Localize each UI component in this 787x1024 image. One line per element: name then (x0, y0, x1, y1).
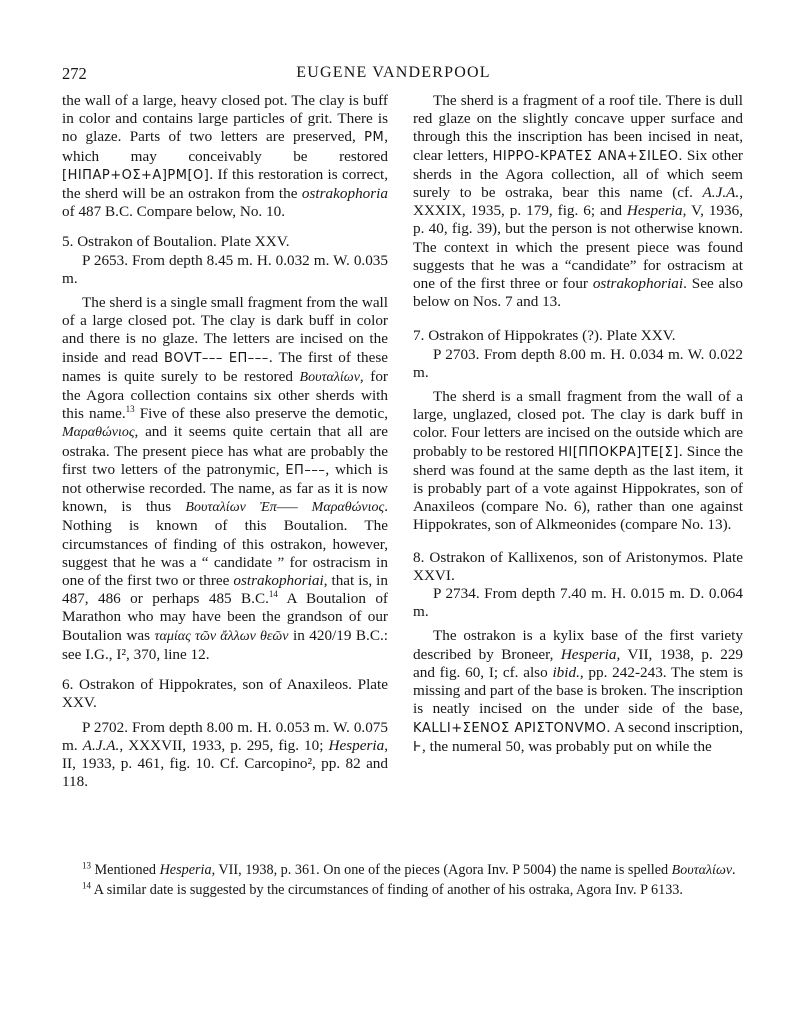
inscription-letters: ΚΑLLΙ+ΣΕΝΟΣ ΑΡΙΣΤΟΝVΜΟ (413, 720, 607, 736)
paragraph: The sherd is a fragment of a roof tile. There is dull red glaze on the slightly concave upper surface and through this the inscription has been incised in neat, clear letters, ΗΙΡΡΟ-ΚΡΑΤΕΣ ΑΝΑ+ΣΙLΕΟ. Six other sherds in the Agora collection, all of which seem surely to be ostraka, bear this name (cf. A.J.A., XXXIX, 1935, p. 179, fig. 6; and Hesperia, V, 1936, p. 40, fig. 39), but the person is not otherwise known. The context in which the present piece was found suggests that he was a “candidate” for ostracism at one of the first three or four ostrakophoriai. See also below on Nos. 7 and 13. (413, 92, 744, 311)
inscription-letters: ΒΟVΤ––– (163, 350, 223, 366)
paragraph: the wall of a large, heavy closed pot. The clay is buff in color and contains large particles of grit. There is no glaze. Parts of two letters are preserved, PM, which may conceivably be restored [HΙΠΑΡ+ΟΣ+Α]ΡΜ[Ο]. If this restoration is correct, the sherd will be an ostrakon from the ostrakophoria of 487 B.C. Compare below, No. 10. (62, 92, 388, 221)
inscription-letters: ΗΙΡΡΟ-ΚΡΑΤΕΣ ΑΝΑ+ΣΙLΕΟ (492, 148, 679, 164)
inscription-letters: [HΙΠΑΡ+ΟΣ+Α]ΡΜ[Ο] (62, 167, 210, 183)
inscription-letters: Ͱ (413, 739, 423, 755)
section-heading-7: 7. Ostrakon of Hippokrates (?). Plate XXV. (413, 327, 676, 345)
paragraph: The ostrakon is a kylix base of the first variety described by Broneer, Hesperia, VII, 1938, p. 229 and fig. 60, I; cf. also ibid., pp. 242-243. The stem is missing and part of the base is broken. The inscription is neatly incised on the under side of the base, ΚΑLLΙ+ΣΕΝΟΣ ΑΡΙΣΤΟΝVΜΟ. A second inscription, Ͱ, the numeral 50, was probably put on while the (413, 627, 744, 755)
footnote-13: $^{13}$ Mentioned Hesperia, VII, 1938, p. 361. On one of the pieces (Agora Inv. P 5004) the name is spelled Βουταλίων. (82, 860, 736, 878)
footnotes (62, 862, 744, 901)
running-title: EUGENE VANDERPOOL (296, 64, 491, 81)
paragraph: The sherd is a single small fragment from the wall of a large closed pot. The clay is dark buff in color and there is no glaze. The letters are incised on the inside and read ΒΟVΤ––– ΕΠ–––. The first of these names is quite surely to be restored Βουταλίων, for the Agora collection contains six other sherds with this name.$^{13}$ Five of these also preserve the demotic, Μαραθώνιος, and it seems quite certain that all are ostraka. The present piece has what are probably the first two letters of the patronymic, ΕΠ–––, which is not otherwise recorded. The name, as far as it is now known, is thus Βουταλίων Ἐπ––– Μαραθώνιος. Nothing is known of this Boutalion. The circumstances of finding of this ostrakon, however, suggest that he was a “ candidate ” for ostracism in one of the first two or three ostrakophoriai, that is, in 487, 486 or perhaps 485 B.C.$^{14}$ A Boutalion of Marathon who may have been the grandson of our Boutalion was ταμίας τῶν ἄλλων θεῶν in 420/19 B.C.: see I.G., I², 370, line 12. (62, 294, 389, 663)
catalog-entry: P 2653. From depth 8.45 m. H. 0.032 m. W. 0.035 m. (62, 251, 388, 287)
inscription-letters: PM (364, 130, 385, 146)
right-column (413, 92, 743, 757)
catalog-entry: P 2734. From depth 7.40 m. H. 0.015 m. D. 0.064 m. (413, 585, 743, 621)
section-heading-8: 8. Ostrakon of Kallixenos, son of Aristonymos. Plate XXVI. (413, 548, 743, 584)
inscription-letters: ΕΠ––– (228, 350, 269, 366)
greek-text: Βουταλίων Ἐπ––– Μαραθώνιος (185, 500, 385, 516)
greek-text: Βουταλίων (299, 369, 360, 385)
footnote-ref: 14 (268, 589, 278, 600)
footnote-ref: 13 (125, 404, 135, 415)
page-number: 272 (62, 64, 87, 83)
greek-text: Μαραθώνιος (62, 425, 135, 441)
inscription-letters: ΗΙ[ΠΠΟΚΡΑ]ΤΕ[Σ] (558, 444, 679, 460)
catalog-entry: P 2702. From depth 8.00 m. H. 0.053 m. W. 0.075 m. A.J.A., XXXVII, 1933, p. 295, fig. 10; Hesperia, II, 1933, p. 461, fig. 10. Cf. Carcopino², pp. 82 and 118. (62, 718, 388, 791)
footnote-14: $^{14}$ A similar date is suggested by the circumstances of finding of another of his ostraka, Agora Inv. P 6133. (82, 879, 683, 898)
paragraph: The sherd is a small fragment from the wall of a large, unglazed, closed pot. The clay is dark buff in color. Four letters are incised on the outside which are probably to be restored ΗΙ[ΠΠΟΚΡΑ]ΤΕ[Σ]. Since the sherd was found at the same depth as the last item, it is probably part of a vote against Hippokrates, son of Anaxileos (compare No. 6), rather than one against Hippokrates, son of Alkmeonides (compare No. 13). (413, 388, 743, 534)
page-header (0, 64, 787, 88)
greek-text: Βουταλίων (671, 863, 733, 878)
inscription-letters: ΕΠ––– (285, 462, 326, 478)
greek-text: ταμίας τῶν ἄλλων θεῶν (154, 628, 289, 644)
section-heading-6: 6. Ostrakon of Hippokrates, son of Anaxileos. Plate XXV. (62, 676, 388, 712)
left-column (62, 92, 388, 791)
catalog-entry: P 2703. From depth 8.00 m. H. 0.034 m. W. 0.022 m. (413, 345, 743, 381)
section-heading-5: 5. Ostrakon of Boutalion. Plate XXV. (62, 233, 290, 251)
